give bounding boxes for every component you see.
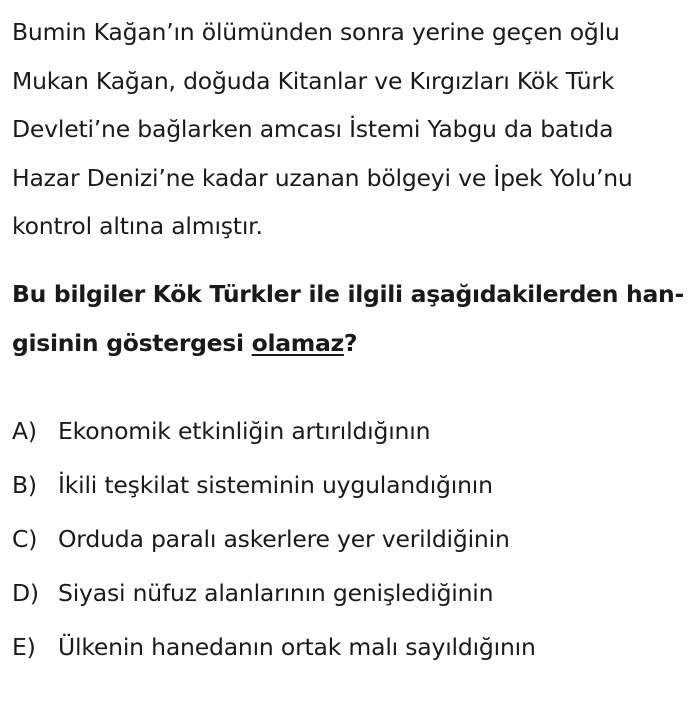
option-e[interactable] [12,620,690,674]
question-line [12,319,690,368]
passage-line: Devleti’ne bağlarken amcası İstemi Yabgu da batıda [12,115,614,143]
option-letter: B) [12,471,37,499]
question-line: Bu bilgiler Kök Türkler ile ilgili aşağıdakilerden han- [12,280,684,308]
option-text: Siyasi nüfuz alanlarının genişlediğinin [58,579,494,607]
option-a[interactable] [12,404,690,458]
passage-line: kontrol altına almıştır. [12,212,263,240]
passage-line: Bumin Kağan’ın ölümünden sonra yerine geçen oğlu [12,18,620,46]
option-b[interactable] [12,458,690,512]
question-line-prefix: gisinin göstergesi [12,328,252,357]
option-text: Ülkenin hanedanın ortak malı sayıldığının [58,633,536,661]
passage-line: Hazar Denizi’ne kadar uzanan bölgeyi ve İpek Yolu’nu [12,163,633,192]
option-text: İkili teşkilat sisteminin uygulandığının [58,471,493,499]
question-negation-underlined: olamaz [251,328,344,357]
passage-text [12,8,690,251]
option-d[interactable] [12,566,690,620]
question-stem [12,270,690,367]
option-letter: E) [12,633,36,661]
question-mark: ? [343,328,358,357]
passage-line: Mukan Kağan, doğuda Kitanlar ve Kırgızları Kök Türk [12,66,615,95]
answer-options [12,404,690,674]
option-letter: D) [12,579,39,607]
option-c[interactable] [12,512,690,566]
option-letter: C) [12,525,38,553]
option-text: Ekonomik etkinliğin artırıldığının [58,417,431,445]
option-text: Orduda paralı askerlere yer verildiğinin [58,525,510,553]
option-letter: A) [12,417,37,445]
